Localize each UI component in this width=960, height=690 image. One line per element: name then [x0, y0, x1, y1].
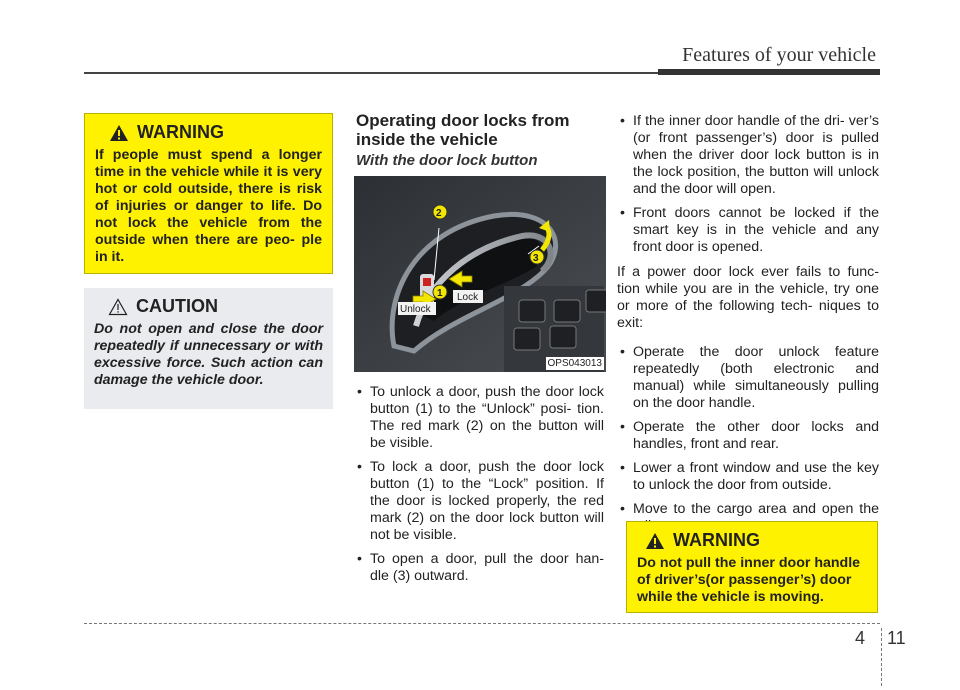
warning-box-left: [84, 113, 333, 274]
page-header-title: Features of your vehicle: [682, 44, 876, 66]
warning-box-right: [626, 521, 878, 613]
label-unlock: Unlock: [400, 304, 431, 315]
footer-rule: [84, 623, 880, 624]
list-item: • Operate the other door locks and handles, front and rear.: [617, 419, 879, 453]
caution-text: Do not open and close the door repeatedly if unnecessary or with excessive force. Such action can damage the vehicle door.: [94, 321, 323, 388]
caution-heading: [108, 296, 323, 317]
section-subtitle: With the door lock button: [356, 152, 538, 169]
door-panel-illustration: [354, 176, 606, 372]
warning-title: WARNING: [673, 530, 760, 550]
caution-title: CAUTION: [136, 296, 218, 316]
list-item: • Lower a front window and use the key to unlock the door from outside.: [617, 460, 879, 494]
warning-title: WARNING: [137, 122, 224, 142]
list-item: • If the inner door handle of the dri- ver’s (or front passenger’s) door is pulled when the driver door lock button is in the lock position, the button will unlock and the door will open.: [617, 113, 879, 198]
warning-heading: [109, 122, 322, 143]
list-item: • To open a door, pull the door han- dle (3) outward.: [354, 551, 604, 585]
warning-triangle-icon: [645, 532, 665, 550]
callout-3: 3: [533, 253, 539, 264]
list-item: • Front doors cannot be locked if the smart key is in the vehicle and any front door is opened.: [617, 205, 879, 256]
footer-divider: [881, 628, 882, 686]
label-lock: Lock: [457, 292, 479, 303]
right-bullet-list-top: [617, 113, 879, 263]
section-title: Operating door locks from inside the vehicle: [356, 111, 570, 149]
figure-code: OPS043013: [547, 358, 602, 369]
callout-1: 1: [437, 288, 443, 299]
door-lock-photo: [354, 176, 606, 372]
caution-triangle-icon: [108, 298, 128, 316]
caution-box: [84, 288, 333, 409]
warning-text: Do not pull the inner door handle of driver’s(or passenger’s) door while the vehicle is moving.: [637, 555, 861, 605]
list-item: • To unlock a door, push the door lock button (1) to the “Unlock” posi- tion. The red mark (2) on the button will be visible.: [354, 384, 604, 452]
right-bullet-list-bottom: [617, 344, 879, 542]
callout-2: 2: [436, 208, 442, 219]
list-item: • Move to the cargo area and open the: [617, 501, 879, 535]
list-item: • To lock a door, push the door lock button (1) to the “Lock” position. If the door is locked properly, the red mark (2) on the door lock button will not be visible.: [354, 459, 604, 544]
middle-bullet-list: [354, 384, 604, 592]
warning-triangle-icon: [109, 124, 129, 142]
warning-text: If people must spend a longer time in the vehicle while it is very hot or cold outside, there is risk of injuries or danger to life. Do not lock the vehicle from the outside when there are peo- ple in it.: [95, 147, 322, 265]
warning-heading: [645, 530, 867, 551]
header-rule-accent: [658, 69, 880, 75]
page-number: 11: [887, 628, 906, 648]
right-paragraph: If a power door lock ever fails to func- tion while you are in the vehicle, try one or more of the following tech- niques to exit:: [617, 264, 879, 331]
list-item: • Operate the door unlock feature repeatedly (both electronic and manual) while simultaneously pulling on the door handle.: [617, 344, 879, 412]
chapter-number: 4: [855, 628, 866, 648]
